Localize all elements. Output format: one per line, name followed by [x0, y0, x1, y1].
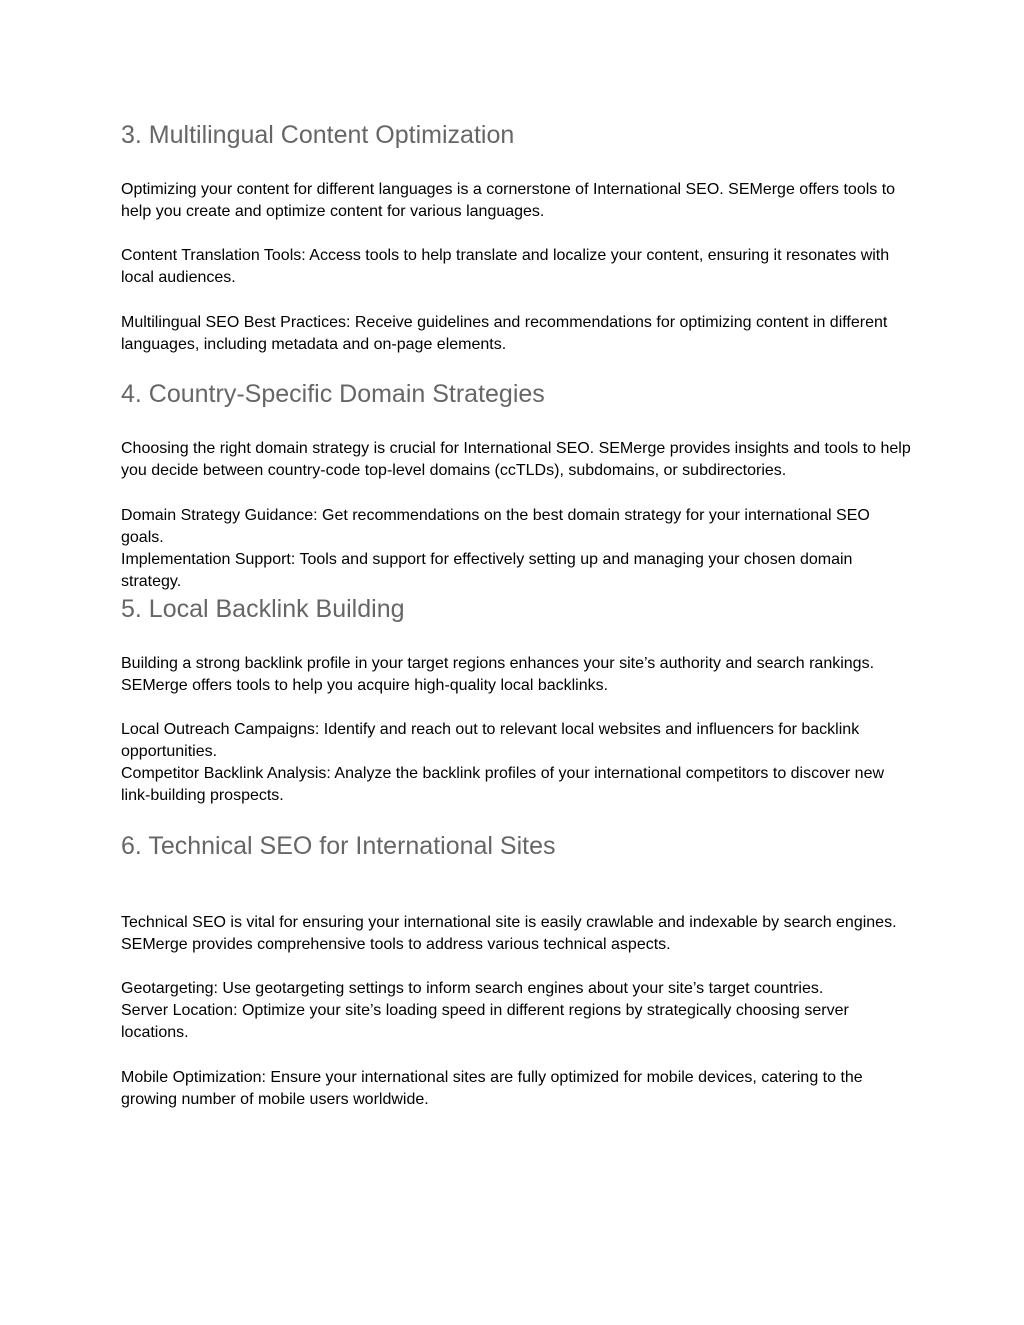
section-heading-multilingual-content: 3. Multilingual Content Optimization	[121, 121, 515, 149]
paragraph-geotargeting: Geotargeting: Use geotargeting settings to inform search engines about your site’s target countries.	[121, 980, 824, 997]
paragraph-content-translation-tools: Content Translation Tools: Access tools to help translate and localize your content, ensuring it resonates with local audiences.	[121, 247, 890, 287]
paragraph-backlink-intro: Building a strong backlink profile in your target regions enhances your site’s authority and search rankings. SEMerge offers tools to help you acquire high-quality local backlinks.	[121, 655, 875, 695]
paragraph-domain-strategy-guidance: Domain Strategy Guidance: Get recommendations on the best domain strategy for your international SEO goals.	[121, 507, 870, 547]
paragraph-competitor-backlink-analysis: Competitor Backlink Analysis: Analyze the backlink profiles of your international competitors to discover new link-building prospects.	[121, 765, 885, 805]
section-heading-local-backlink-building: 5. Local Backlink Building	[121, 595, 405, 623]
paragraph-local-outreach-campaigns: Local Outreach Campaigns: Identify and reach out to relevant local websites and influencers for backlink opportunities.	[121, 721, 860, 761]
paragraph-multilingual-best-practices: Multilingual SEO Best Practices: Receive guidelines and recommendations for optimizing content in different languages, including metadata and on-page elements.	[121, 314, 888, 354]
paragraph-multilingual-intro: Optimizing your content for different languages is a cornerstone of International SEO. SEMerge offers tools to help you create and optimize content for various languages.	[121, 181, 896, 221]
paragraph-domain-intro: Choosing the right domain strategy is crucial for International SEO. SEMerge provides insights and tools to help you decide between country-code top-level domains (ccTLDs), subdomains, or subdirectories.	[121, 440, 911, 480]
paragraph-technical-seo-intro: Technical SEO is vital for ensuring your international site is easily crawlable and indexable by search engines. SEMerge provides comprehensive tools to address various technical aspects.	[121, 914, 897, 954]
paragraph-mobile-optimization: Mobile Optimization: Ensure your international sites are fully optimized for mobile devices, catering to the growing number of mobile users worldwide.	[121, 1069, 863, 1109]
paragraph-implementation-support: Implementation Support: Tools and support for effectively setting up and managing your chosen domain strategy.	[121, 551, 853, 591]
paragraph-server-location: Server Location: Optimize your site’s loading speed in different regions by strategically choosing server locations.	[121, 1002, 849, 1042]
section-heading-domain-strategies: 4. Country-Specific Domain Strategies	[121, 380, 545, 408]
section-heading-technical-seo: 6. Technical SEO for International Sites	[121, 832, 556, 860]
